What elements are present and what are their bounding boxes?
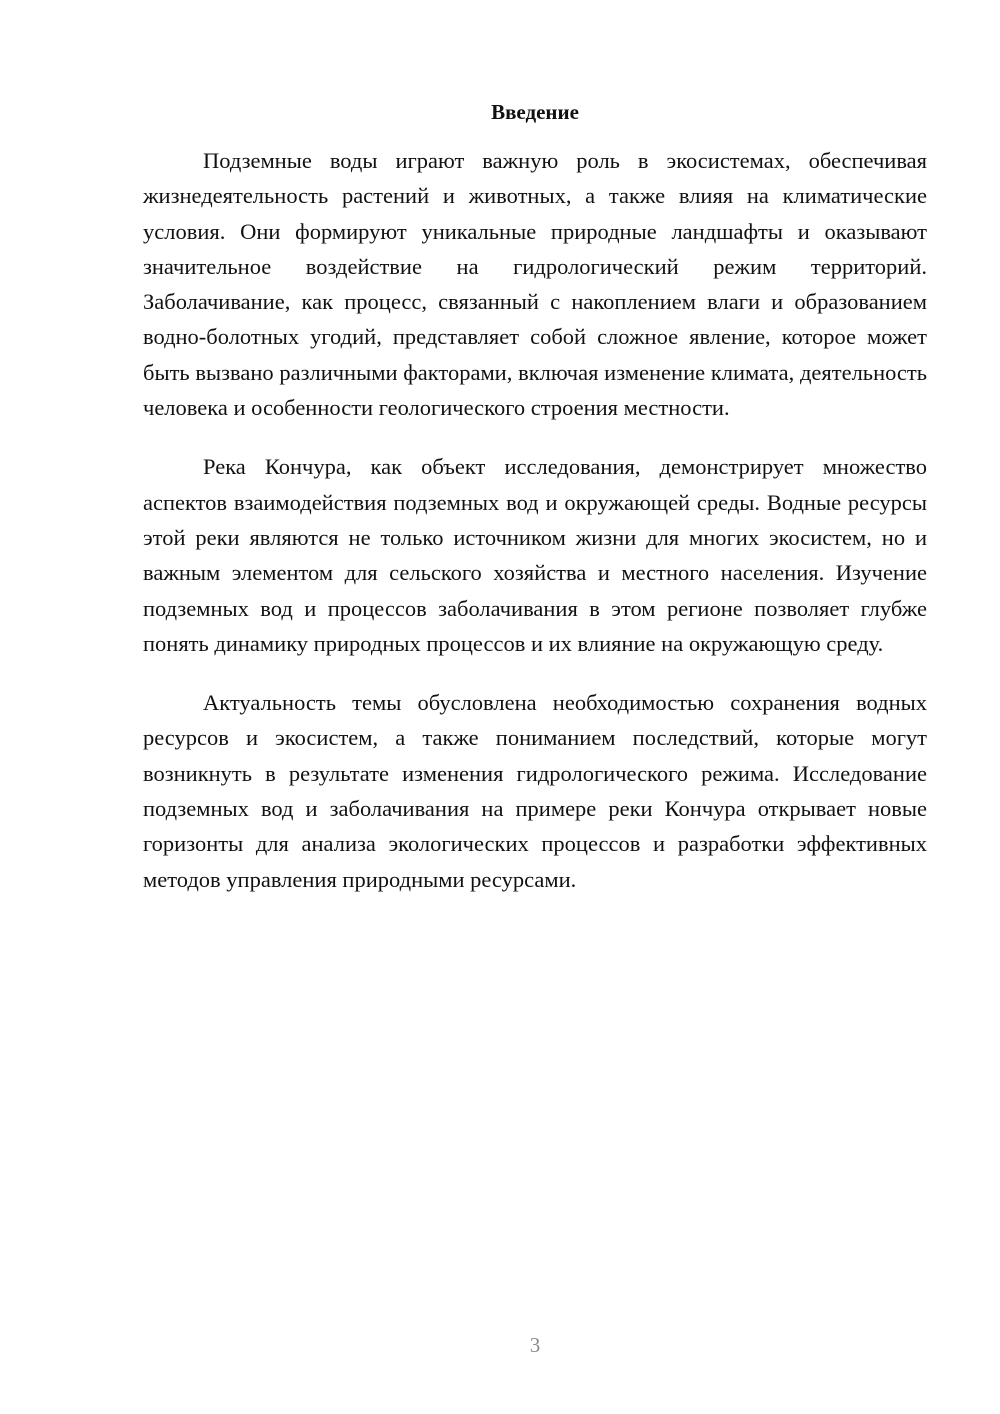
- paragraph-1: Подземные воды играют важную роль в экосистемах, обеспечивая жизнедеятельность растений и животных, а также влияя на климатические условия. Они формируют уникальные природные ландшафты и оказывают значительное воздействие на гидрологический режим территорий. Заболачивание, как процесс, связанный с накоплением влаги и образованием водно-болотных угодий, представляет собой сложное явление, которое может быть вызвано различными факторами, включая изменение климата, деятельность человека и особенности геологического строения местности.: [143, 148, 927, 421]
- paragraph-2: Река Кончура, как объект исследования, демонстрирует множество аспектов взаимодействия подземных вод и окружающей среды. Водные ресурсы этой реки являются не только источником жизни для многих экосистем, но и важным элементом для сельского хозяйства и местного населения. Изучение подземных вод и процессов заболачивания в этом регионе позволяет глубже понять динамику природных процессов и их влияние на окружающую среду.: [143, 454, 927, 656]
- page-number: 3: [529, 1333, 541, 1357]
- paragraph-3: Актуальность темы обусловлена необходимостью сохранения водных ресурсов и экосистем, а также пониманием последствий, которые могут возникнуть в результате изменения гидрологического режима. Исследование подземных вод и заболачивания на примере реки Кончура открывает новые горизонты для анализа экологических процессов и разработки эффективных методов управления природными ресурсами.: [143, 690, 927, 892]
- section-heading: Введение: [491, 100, 579, 124]
- body-text: [143, 143, 927, 921]
